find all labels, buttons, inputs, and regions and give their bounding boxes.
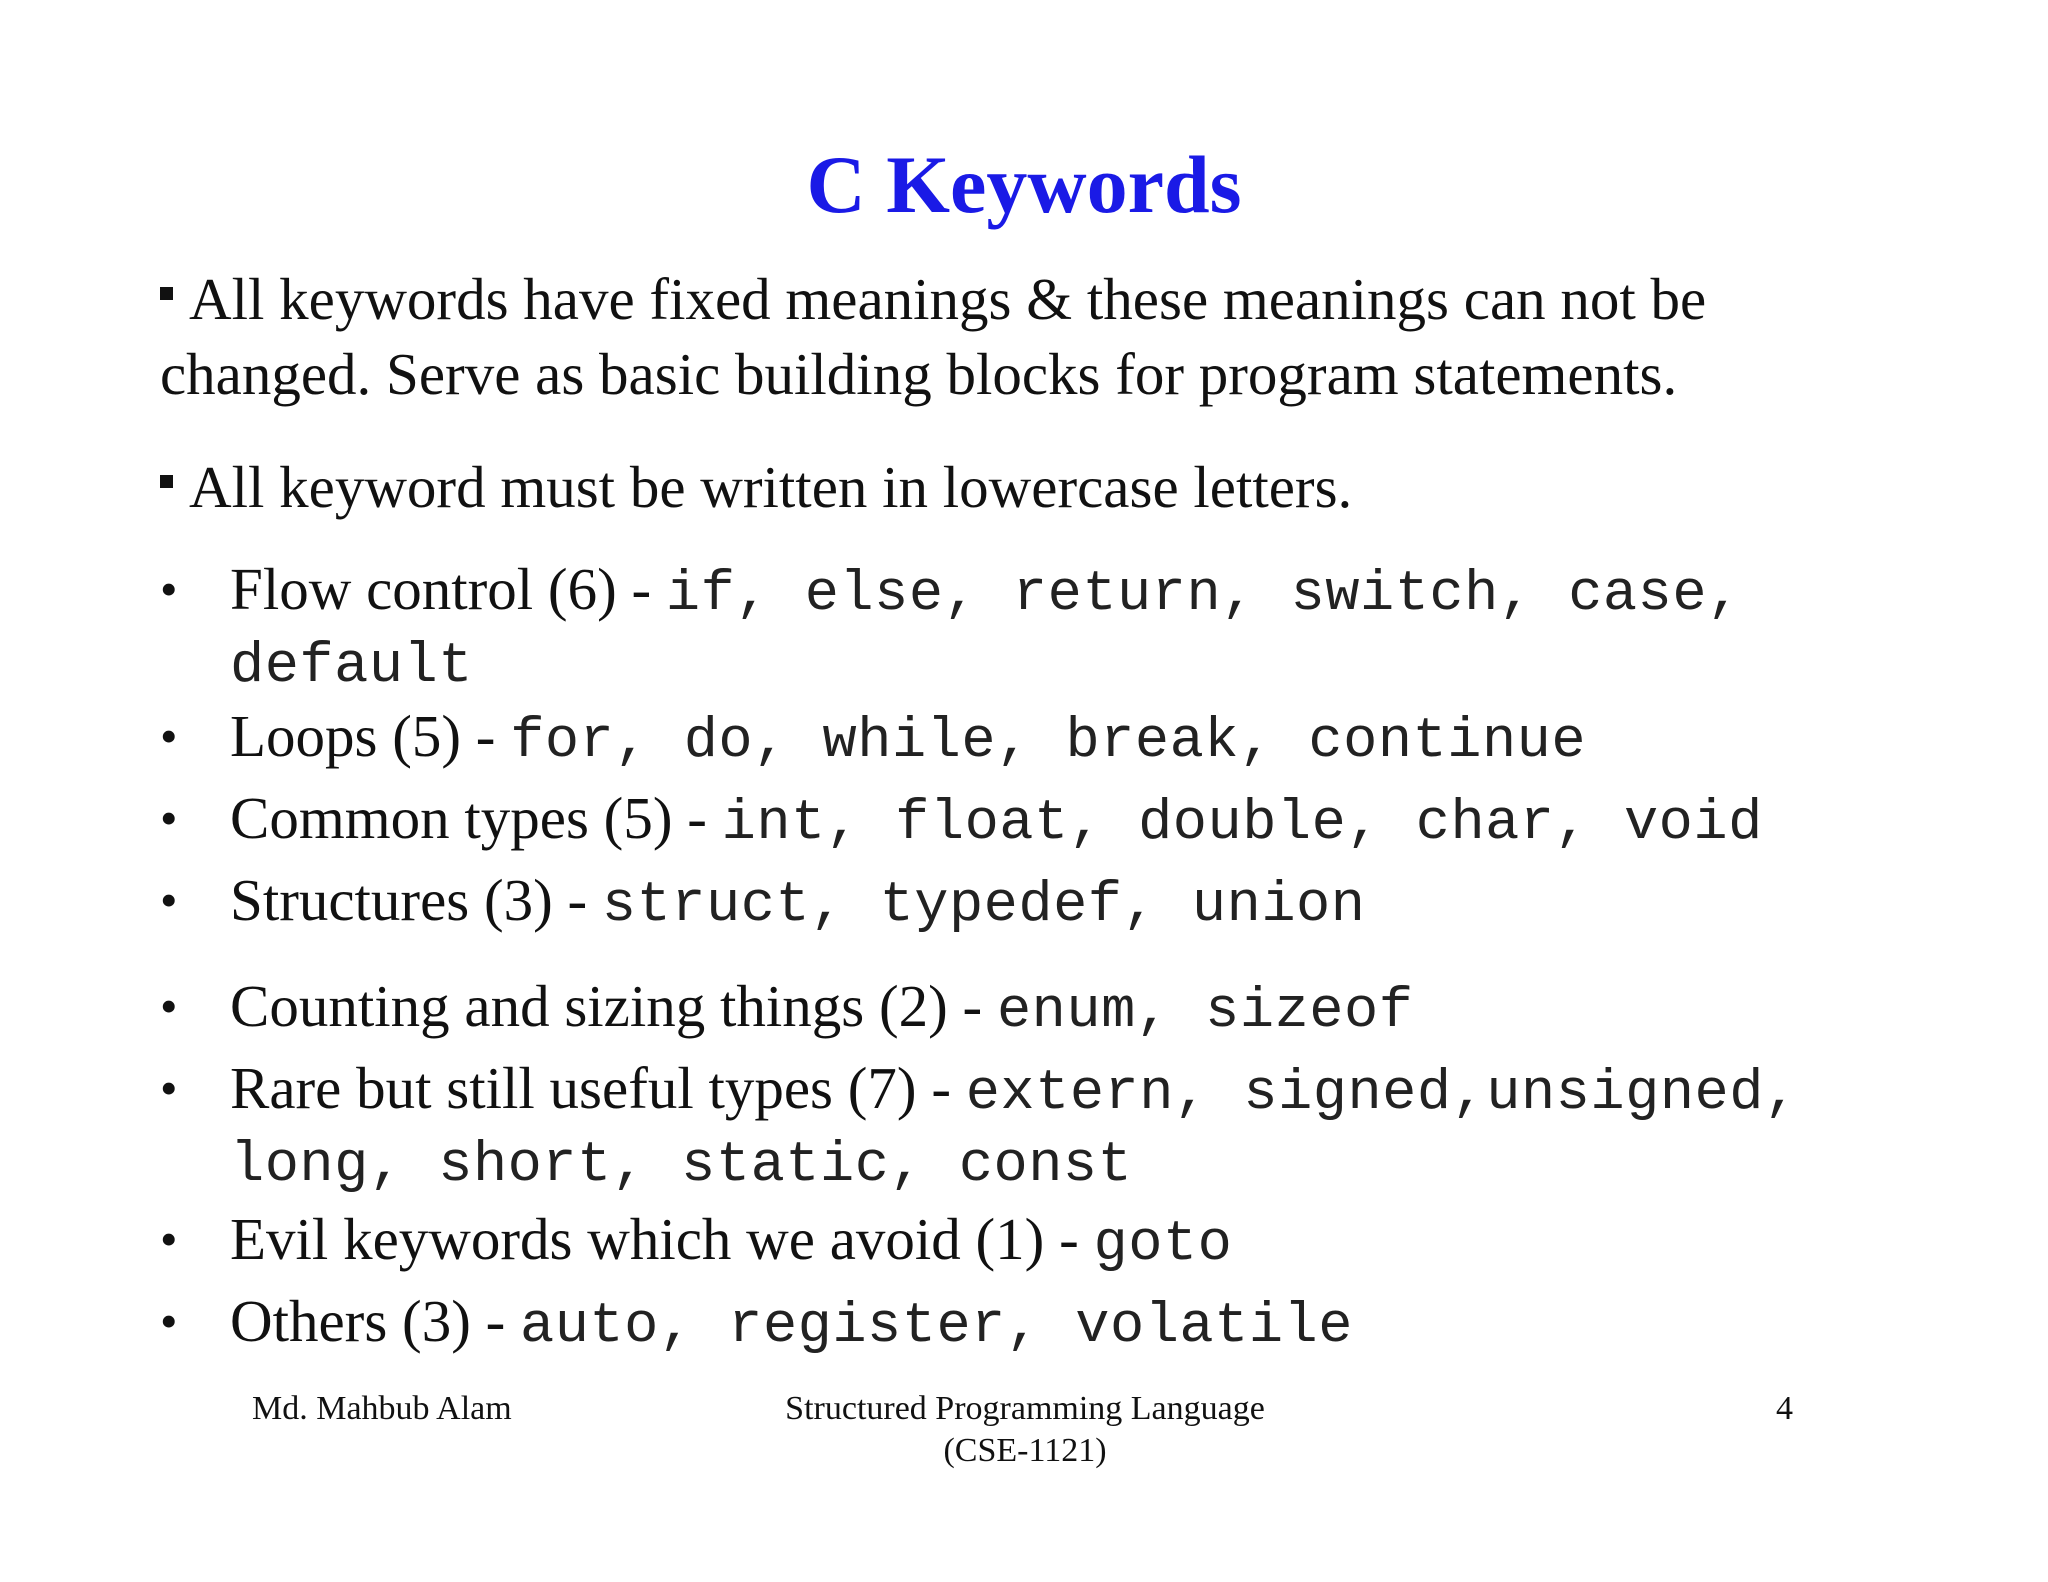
keyword-list: auto, register, volatile xyxy=(520,1295,1353,1359)
keyword-list: if, else, return, switch, case, xyxy=(665,563,1742,627)
category-label: Common types (5) - xyxy=(230,785,722,851)
category-label: Evil keywords which we avoid (1) - xyxy=(230,1206,1094,1272)
slide-title: C Keywords xyxy=(806,139,1242,230)
bullet-dot-icon: • xyxy=(160,561,178,617)
keyword-list: extern, signed,unsigned, xyxy=(965,1062,1799,1126)
footer-course-code: (CSE-1121) xyxy=(943,1432,1107,1469)
bullet-dot-icon: • xyxy=(160,1060,178,1116)
square-bullet-icon xyxy=(160,287,173,300)
bullet-dot-icon: • xyxy=(160,1293,178,1349)
category-label: Counting and sizing things (2) - xyxy=(230,973,997,1039)
bullet-dot-icon: • xyxy=(160,978,178,1034)
point-lowercase xyxy=(160,450,1920,525)
point-text: All keyword must be written in lowercase letters. xyxy=(189,454,1353,520)
bullet-dot-icon: • xyxy=(160,708,178,764)
category-label: Flow control (6) - xyxy=(230,556,666,622)
point-fixed-meanings xyxy=(160,262,1920,412)
keyword-list: for, do, while, break, continue xyxy=(510,710,1587,774)
category-label: Loops (5) - xyxy=(230,703,511,769)
bullet-dot-icon: • xyxy=(160,872,178,928)
bullet-dot-icon: • xyxy=(160,790,178,846)
footer-course-name: Structured Programming Language xyxy=(785,1390,1265,1427)
keyword-list: struct, typedef, union xyxy=(601,874,1366,938)
keyword-list: goto xyxy=(1093,1213,1233,1277)
footer-page-number: 4 xyxy=(1776,1390,1793,1427)
category-label: Rare but still useful types (7) - xyxy=(230,1055,966,1121)
point-text: All keywords have fixed meanings & these meanings can not be changed. Serve as basic building blocks for program statements. xyxy=(160,266,1707,407)
category-label: Structures (3) - xyxy=(230,867,602,933)
footer-author: Md. Mahbub Alam xyxy=(252,1390,512,1427)
keyword-list-continued: default xyxy=(230,635,473,699)
keyword-list-continued: long, short, static, const xyxy=(230,1134,1133,1198)
keyword-list: enum, sizeof xyxy=(996,980,1414,1044)
square-bullet-icon xyxy=(160,475,173,488)
keyword-list: int, float, double, char, void xyxy=(721,792,1763,856)
category-label: Others (3) - xyxy=(230,1288,520,1354)
footer-course xyxy=(720,1388,1330,1472)
bullet-dot-icon: • xyxy=(160,1211,178,1267)
